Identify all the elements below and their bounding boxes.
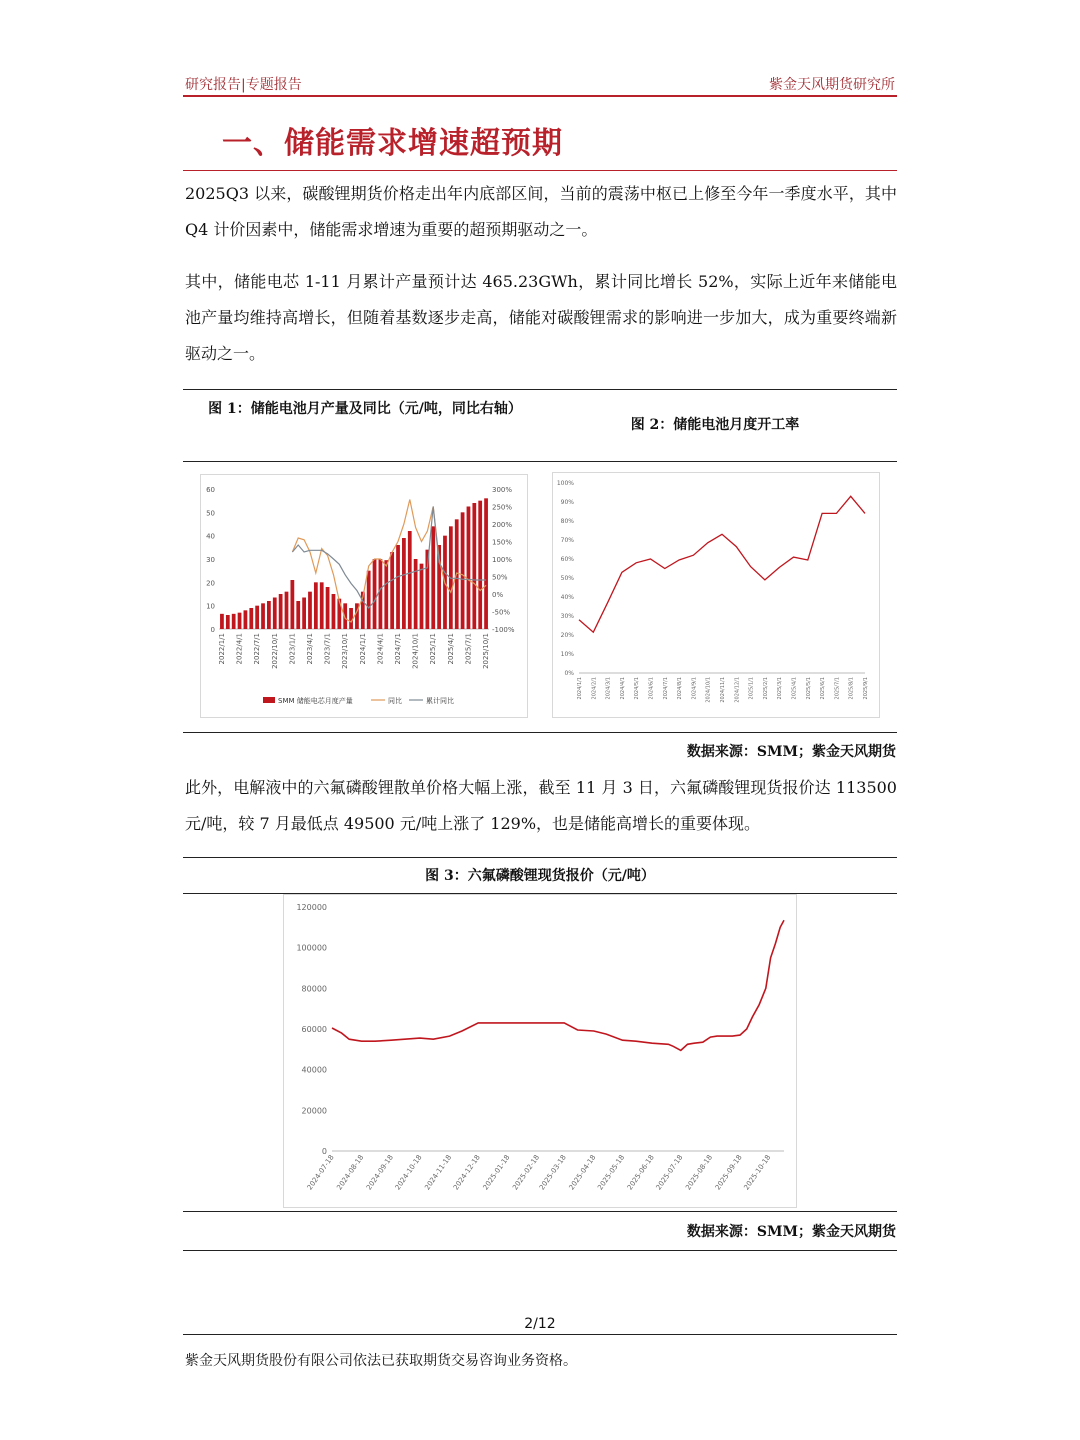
y-tick-label: 30% xyxy=(560,613,574,620)
bar xyxy=(414,559,418,629)
footer-divider xyxy=(183,1334,897,1335)
figure-3-top-rule xyxy=(183,857,897,858)
y-tick-label: 10% xyxy=(560,651,574,658)
bar xyxy=(390,552,394,629)
x-tick-label: 2023/4/1 xyxy=(305,633,314,665)
x-tick-label: 2025-01-18 xyxy=(481,1153,512,1192)
bar xyxy=(467,507,471,630)
paragraph-3: 此外，电解液中的六氟磷酸锂散单价格大幅上涨，截至 11 月 3 日，六氟磷酸锂现货报价达 113500 元/吨，较 7 月最低点 49500 元/吨上涨了 129%，也是储能高增长的重要体现。 xyxy=(185,778,897,833)
x-tick-label: 2024/10/1 xyxy=(411,633,420,669)
x-tick-label: 2024-12-18 xyxy=(451,1153,482,1192)
bar xyxy=(244,610,248,629)
y-right-tick-label: 150% xyxy=(492,538,513,547)
bar xyxy=(255,606,259,629)
x-tick-label: 2024/7/1 xyxy=(662,677,669,700)
y-left-tick-label: 40 xyxy=(206,532,215,541)
x-tick-label: 2025-04-18 xyxy=(567,1153,598,1192)
x-tick-label: 2023/7/1 xyxy=(323,633,332,665)
utilization-chart xyxy=(553,473,879,717)
x-tick-label: 2025/8/1 xyxy=(848,677,855,700)
bar xyxy=(261,603,265,629)
x-tick-label: 2025/7/1 xyxy=(834,677,841,700)
bar xyxy=(320,582,324,629)
data-source-2: 数据来源：SMM；紫金天风期货 xyxy=(686,1224,896,1240)
bar xyxy=(296,601,300,629)
figure-3-bottom-rule xyxy=(183,1211,897,1212)
bar xyxy=(332,594,336,629)
section-title: 一、储能需求增速超预期 xyxy=(222,126,563,161)
figure-top-rule xyxy=(183,389,897,390)
bar xyxy=(232,614,236,629)
x-tick-label: 2024/4/1 xyxy=(619,677,626,700)
x-tick-label: 2025-03-18 xyxy=(537,1153,568,1192)
header-right: 紫金天风期货研究所 xyxy=(769,77,895,93)
y-left-tick-label: 10 xyxy=(206,602,215,611)
y-left-tick-label: 60 xyxy=(206,486,215,494)
bar xyxy=(302,598,306,630)
x-tick-label: 2024/6/1 xyxy=(648,677,655,700)
y-tick-label: 40000 xyxy=(301,1065,327,1075)
bar xyxy=(238,613,242,629)
bar xyxy=(478,501,482,629)
x-tick-label: 2025/6/1 xyxy=(820,677,827,700)
x-tick-label: 2024-07-18 xyxy=(305,1153,336,1192)
y-tick-label: 100000 xyxy=(296,943,327,953)
paragraph-1: 2025Q3 以来，碳酸锂期货价格走出年内底部区间，当前的震荡中枢已上修至今年一季度水平，其中 Q4 计价因素中，储能需求增速为重要的超预期驱动之一。 xyxy=(185,184,897,239)
bar xyxy=(420,564,424,629)
bar xyxy=(367,571,371,629)
x-tick-label: 2025/9/1 xyxy=(863,677,869,700)
y-right-tick-label: -50% xyxy=(492,608,511,617)
legend-label-yoy: 同比 xyxy=(388,697,402,705)
x-tick-label: 2022/1/1 xyxy=(217,633,226,665)
figure-1-chart xyxy=(200,474,528,718)
y-tick-label: 80% xyxy=(560,518,574,525)
bar xyxy=(484,498,488,629)
bar xyxy=(314,582,318,629)
x-tick-label: 2025-02-18 xyxy=(511,1153,542,1192)
title-divider xyxy=(183,170,897,171)
bar xyxy=(249,608,253,629)
bar xyxy=(267,601,271,629)
bar xyxy=(373,559,377,629)
y-tick-label: 120000 xyxy=(296,903,327,912)
y-right-tick-label: 100% xyxy=(492,556,513,564)
bar xyxy=(379,559,383,629)
bar xyxy=(396,545,400,629)
bar xyxy=(408,531,412,629)
bar xyxy=(308,592,312,629)
price-line xyxy=(332,920,784,1050)
utilization-line xyxy=(579,496,865,632)
x-tick-label: 2024/12/1 xyxy=(734,677,741,703)
bar xyxy=(425,550,429,629)
figure-3-caption: 图 3：六氟磷酸锂现货报价（元/吨） xyxy=(425,868,655,884)
x-tick-label: 2025-10-18 xyxy=(742,1153,773,1192)
x-tick-label: 2023/1/1 xyxy=(288,633,297,665)
x-tick-label: 2025/3/1 xyxy=(777,677,784,700)
bar xyxy=(279,594,283,629)
x-tick-label: 2025-08-18 xyxy=(684,1153,715,1192)
bar xyxy=(402,538,406,629)
y-tick-label: 80000 xyxy=(301,984,327,994)
y-tick-label: 0% xyxy=(564,670,574,677)
data-source-1: 数据来源：SMM；紫金天风期货 xyxy=(686,744,896,760)
x-tick-label: 2024-11-18 xyxy=(423,1153,454,1192)
page-number: 2/12 xyxy=(524,1316,556,1332)
y-left-tick-label: 30 xyxy=(206,556,215,564)
y-tick-label: 20000 xyxy=(301,1106,327,1116)
x-tick-label: 2024/9/1 xyxy=(691,677,698,700)
x-tick-label: 2024/5/1 xyxy=(634,677,641,700)
x-tick-label: 2024/11/1 xyxy=(720,677,726,703)
figure-3-end-rule xyxy=(183,1250,897,1251)
legend-swatch-bars xyxy=(263,697,275,703)
legend-label-bars: SMM 储能电芯月度产量 xyxy=(278,697,353,705)
bar xyxy=(461,512,465,629)
x-tick-label: 2024-09-18 xyxy=(364,1153,395,1192)
bar xyxy=(226,615,230,629)
y-tick-label: 60% xyxy=(560,556,574,563)
y-tick-label: 40% xyxy=(560,594,574,601)
bar xyxy=(431,526,435,629)
x-tick-label: 2024/3/1 xyxy=(605,677,612,700)
x-tick-label: 2025/1/1 xyxy=(429,633,438,665)
y-right-tick-label: 250% xyxy=(492,503,513,512)
x-tick-label: 2022/7/1 xyxy=(253,633,262,665)
x-tick-label: 2025-07-18 xyxy=(654,1153,685,1192)
y-tick-label: 70% xyxy=(560,537,574,544)
y-right-tick-label: -100% xyxy=(492,626,515,634)
bar xyxy=(220,614,224,629)
x-tick-label: 2025/10/1 xyxy=(482,633,491,669)
x-tick-label: 2025/4/1 xyxy=(791,677,798,700)
x-tick-label: 2025/1/1 xyxy=(748,677,755,700)
y-right-tick-label: 300% xyxy=(492,486,513,494)
figure-1-caption: 图 1：储能电池月产量及同比（元/吨，同比右轴） xyxy=(208,401,522,417)
x-tick-label: 2024-10-18 xyxy=(393,1153,424,1192)
header-left: 研究报告|专题报告 xyxy=(185,77,302,93)
bar xyxy=(273,598,277,630)
y-left-tick-label: 50 xyxy=(206,509,215,518)
y-tick-label: 60000 xyxy=(301,1025,327,1034)
paragraph-2: 其中，储能电芯 1-11 月累计产量预计达 465.23GWh，累计同比增长 52%，实际上近年来储能电池产量均维持高增长，但随着基数逐步走高，储能对碳酸锂需求的影响进一步加大，成为重要终端新驱动之一。 xyxy=(185,272,897,363)
figure-caption-rule xyxy=(183,461,897,462)
figure-bottom-rule xyxy=(183,732,897,733)
x-tick-label: 2022/4/1 xyxy=(235,633,244,665)
lipf6-price-chart xyxy=(284,895,796,1207)
bar xyxy=(472,503,476,629)
x-tick-label: 2023/10/1 xyxy=(341,633,350,669)
x-tick-label: 2024/1/1 xyxy=(577,677,583,700)
y-left-tick-label: 0 xyxy=(210,626,215,634)
x-tick-label: 2024-08-18 xyxy=(335,1153,366,1192)
bar xyxy=(290,580,294,629)
y-tick-label: 50% xyxy=(560,575,574,582)
x-tick-label: 2024/4/1 xyxy=(376,633,385,665)
bar xyxy=(285,592,289,629)
figure-2-caption: 图 2：储能电池月度开工率 xyxy=(630,417,800,433)
header-divider xyxy=(183,95,897,97)
x-tick-label: 2024/8/1 xyxy=(677,677,684,700)
x-tick-label: 2025-05-18 xyxy=(596,1153,627,1192)
figure-2-chart xyxy=(552,472,880,718)
figure-3-chart xyxy=(283,894,797,1208)
x-tick-label: 2024/1/1 xyxy=(358,633,367,665)
x-tick-label: 2022/10/1 xyxy=(270,633,279,669)
x-tick-label: 2025-09-18 xyxy=(713,1153,744,1192)
y-tick-label: 20% xyxy=(560,632,574,639)
x-tick-label: 2025/4/1 xyxy=(446,633,455,665)
x-tick-label: 2025/2/1 xyxy=(762,677,769,700)
x-tick-label: 2024/2/1 xyxy=(591,677,598,700)
y-tick-label: 0 xyxy=(321,1147,327,1156)
x-tick-label: 2024/7/1 xyxy=(394,633,403,665)
x-tick-label: 2025/5/1 xyxy=(805,677,812,700)
bar xyxy=(326,587,330,629)
production-yoy-chart xyxy=(201,475,527,717)
x-tick-label: 2024/10/1 xyxy=(705,677,712,703)
y-tick-label: 90% xyxy=(560,499,574,506)
bar xyxy=(384,560,388,629)
footer-disclaimer: 紫金天风期货股份有限公司依法已获取期货交易咨询业务资格。 xyxy=(185,1353,577,1369)
x-tick-label: 2025/7/1 xyxy=(464,633,473,665)
y-right-tick-label: 50% xyxy=(492,573,508,582)
y-right-tick-label: 0% xyxy=(492,591,504,599)
y-tick-label: 100% xyxy=(556,480,574,487)
x-tick-label: 2025-06-18 xyxy=(625,1153,656,1192)
y-left-tick-label: 20 xyxy=(206,579,215,588)
y-right-tick-label: 200% xyxy=(492,521,513,529)
legend-label-cumulative: 累计同比 xyxy=(426,697,454,705)
